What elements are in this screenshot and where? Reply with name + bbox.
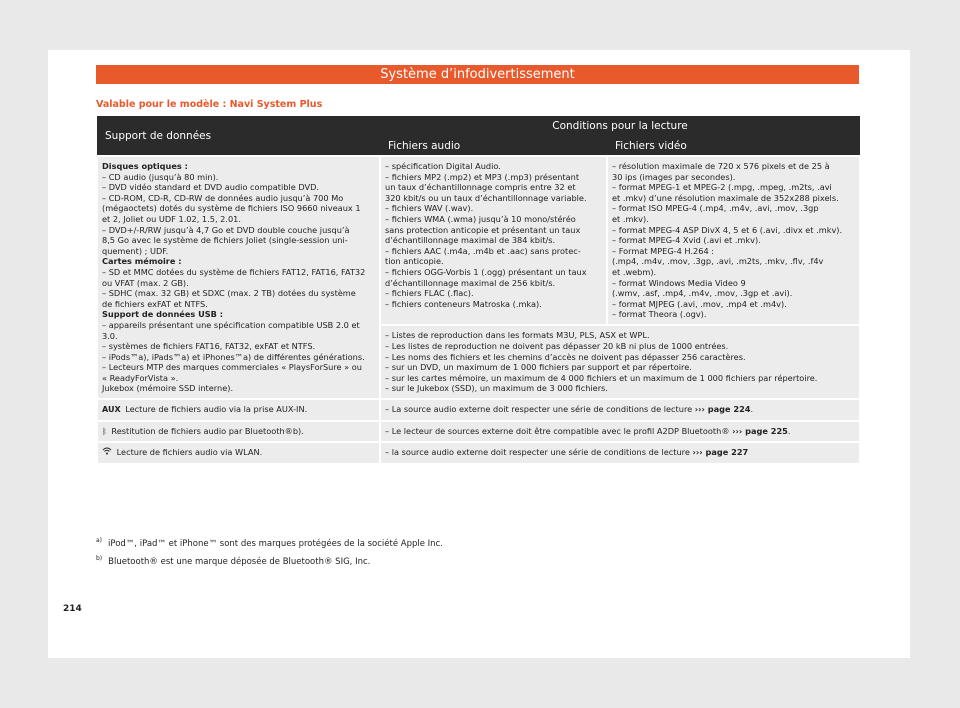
text-line: d’échantillonnage maximal de 384 kbit/s. bbox=[385, 235, 556, 246]
text-line: – Lecteurs MTP des marques commerciales « PlaysForSure » ou bbox=[102, 362, 362, 373]
text-line: Cartes mémoire : bbox=[102, 256, 182, 267]
aux-left bbox=[97, 399, 380, 421]
wlan-cond: – la source audio externe doit respecter une série de conditions de lecture bbox=[385, 447, 690, 458]
aux-icon: AUX bbox=[102, 405, 121, 415]
text-line: sans protection anticopie et présentant un taux bbox=[385, 224, 581, 235]
text-line: Jukebox (mémoire SSD interne). bbox=[102, 383, 234, 394]
text-line: – systèmes de fichiers FAT16, FAT32, exFAT et NTFS. bbox=[102, 341, 316, 352]
text-line: – fichiers WAV (.wav). bbox=[385, 203, 474, 214]
text-line: – résolution maximale de 720 x 576 pixels et de 25 à bbox=[612, 161, 830, 171]
text-line: quement) ; UDF. bbox=[102, 245, 169, 256]
text-line: – SD et MMC dotées du système de fichiers FAT12, FAT16, FAT32 bbox=[102, 266, 366, 277]
text-line: – format Theora (.ogv). bbox=[612, 309, 707, 320]
text-line: – fichiers AAC (.m4a, .m4b et .aac) sans protec- bbox=[385, 245, 581, 256]
footnote-b bbox=[96, 555, 370, 567]
text-line: – CD audio (jusqu’à 80 min). bbox=[102, 171, 219, 182]
wlan-page-link[interactable]: ››› page 227 bbox=[692, 447, 749, 458]
page bbox=[48, 50, 910, 658]
text-line: – DVD vidéo standard et DVD audio compatible DVD. bbox=[102, 182, 320, 193]
text-line: – iPods™a), iPads™a) et iPhones™a) de différentes générations. bbox=[102, 351, 365, 362]
wlan-right bbox=[380, 442, 860, 464]
text-line: – fichiers WMA (.wma) jusqu’à 10 mono/stéréo bbox=[385, 213, 576, 224]
text-line: – format ISO MPEG-4 (.mp4, .m4v, .avi, .mov, .3gp bbox=[612, 203, 819, 214]
aux-cond: – La source audio externe doit respecter une série de conditions de lecture bbox=[385, 404, 693, 415]
wifi-icon bbox=[102, 447, 112, 459]
text-line: – DVD+/-R/RW jusqu’à 4,7 Go et DVD double couche jusqu’à bbox=[102, 224, 350, 235]
text-line: – Listes de reproduction dans les formats M3U, PLS, ASX et WPL. bbox=[385, 330, 650, 341]
header-support: Support de données bbox=[97, 116, 380, 156]
text-line: – format MJPEG (.avi, .mov, .mp4 et .m4v). bbox=[612, 298, 787, 309]
text-line: – spécification Digital Audio. bbox=[385, 161, 501, 171]
footnote-mark: b) bbox=[96, 555, 103, 562]
bt-right bbox=[380, 421, 860, 443]
text-line: et .mkv) d’une résolution maximale de 352x288 pixels. bbox=[612, 192, 839, 203]
text-line: – CD-ROM, CD-R, CD-RW de données audio jusqu’à 700 Mo bbox=[102, 192, 344, 203]
footnote-mark: a) bbox=[96, 537, 103, 544]
text-line: de fichiers exFAT et NTFS. bbox=[102, 298, 208, 309]
text-line: 3.0. bbox=[102, 330, 118, 341]
text-line: (.mp4, .m4v, .mov, .3gp, .avi, .m2ts, .mkv, .flv, .f4v bbox=[612, 256, 824, 267]
text-line: 8,5 Go avec le système de fichiers Joliet (single-session uni- bbox=[102, 235, 348, 246]
text-line: – sur un DVD, un maximum de 1 000 fichiers par support et par répertoire. bbox=[385, 362, 692, 373]
text-line: (mégaoctets) dotés du système de fichiers ISO 9660 niveaux 1 bbox=[102, 203, 361, 214]
text-line: et .webm). bbox=[612, 266, 657, 277]
text-line: – Les noms des fichiers et les chemins d’accès ne doivent pas dépasser 256 caractères. bbox=[385, 351, 746, 362]
footnote-a bbox=[96, 537, 443, 549]
header-conditions: Conditions pour la lecture bbox=[380, 116, 860, 136]
footnote-text: iPod™, iPad™ et iPhone™ sont des marques protégées de la société Apple Inc. bbox=[108, 538, 443, 549]
bt-left bbox=[97, 421, 380, 443]
text-line: – format MPEG-1 et MPEG-2 (.mpg, .mpeg, .m2ts, .avi bbox=[612, 182, 832, 193]
text-line: 320 kbit/s ou un taux d’échantillonnage variable. bbox=[385, 192, 587, 203]
text-line: – sur les cartes mémoire, un maximum de 4 000 fichiers et un maximum de 1 000 fichiers par répertoire. bbox=[385, 372, 818, 383]
wlan-text: Lecture de fichiers audio via WLAN. bbox=[116, 447, 263, 458]
video-cell bbox=[607, 156, 860, 325]
footnote-text: Bluetooth® est une marque déposée de Bluetooth® SIG, Inc. bbox=[108, 556, 371, 567]
text-line: – Les listes de reproduction ne doivent pas dépasser 20 kB ni plus de 1000 entrées. bbox=[385, 340, 729, 351]
text-line: – format MPEG-4 Xvid (.avi et .mkv). bbox=[612, 235, 761, 246]
text-line: « ReadyForVista ». bbox=[102, 372, 179, 383]
text-line: – fichiers conteneurs Matroska (.mka). bbox=[385, 298, 542, 309]
text-line: – fichiers OGG-Vorbis 1 (.ogg) présentant un taux bbox=[385, 266, 587, 277]
text-line: – Format MPEG-4 H.264 : bbox=[612, 245, 715, 256]
header-audio: Fichiers audio bbox=[380, 136, 607, 156]
text-line: et .mkv). bbox=[612, 213, 649, 224]
media-table bbox=[96, 116, 861, 465]
aux-text: Lecture de fichiers audio via la prise AUX-IN. bbox=[125, 404, 308, 415]
aux-end: . bbox=[750, 404, 754, 415]
support-cell bbox=[97, 156, 380, 399]
text-line: – fichiers MP2 (.mp2) et MP3 (.mp3) présentant bbox=[385, 171, 580, 182]
text-line: – SDHC (max. 32 GB) et SDXC (max. 2 TB) dotées du système bbox=[102, 288, 356, 299]
text-line: – appareils présentant une spécification compatible USB 2.0 et bbox=[102, 319, 360, 330]
bt-text: Restitution de fichiers audio par Bluetooth®b). bbox=[111, 425, 304, 436]
bluetooth-icon: ᛒ bbox=[102, 426, 107, 436]
text-line: – sur le Jukebox (SSD), un maximum de 3 000 fichiers. bbox=[385, 383, 608, 394]
text-line: ou VFAT (max. 2 GB). bbox=[102, 277, 189, 288]
text-line: un taux d’échantillonnage compris entre 32 et bbox=[385, 182, 576, 193]
text-line: – format Windows Media Video 9 bbox=[612, 277, 746, 288]
text-line: – fichiers FLAC (.flac). bbox=[385, 288, 474, 299]
wlan-left bbox=[97, 442, 380, 464]
text-line: (.wmv, .asf, .mp4, .m4v, .mov, .3gp et .avi). bbox=[612, 288, 793, 299]
page-number: 214 bbox=[63, 604, 82, 614]
text-line: Support de données USB : bbox=[102, 309, 224, 320]
audio-cell bbox=[380, 156, 607, 325]
bt-page-link[interactable]: ››› page 225 bbox=[732, 425, 788, 436]
header-video: Fichiers vidéo bbox=[607, 136, 860, 156]
bt-cond: – Le lecteur de sources externe doit être compatible avec le profil A2DP Bluetooth® bbox=[385, 425, 730, 436]
playlist-cell bbox=[380, 325, 860, 399]
bt-end: . bbox=[787, 425, 791, 436]
text-line: et 2, Joliet ou UDF 1.02, 1.5, 2.01. bbox=[102, 213, 241, 224]
aux-page-link[interactable]: ››› page 224 bbox=[694, 404, 751, 415]
section-title: Système d’infodivertissement bbox=[96, 65, 859, 84]
text-line: d’échantillonnage maximal de 256 kbit/s. bbox=[385, 277, 556, 288]
aux-right bbox=[380, 399, 860, 421]
text-line: tion anticopie. bbox=[385, 256, 444, 267]
text-line: Disques optiques : bbox=[102, 161, 188, 171]
model-note: Valable pour le modèle : Navi System Plus bbox=[96, 99, 323, 110]
text-line: – format MPEG-4 ASP DivX 4, 5 et 6 (.avi, .divx et .mkv). bbox=[612, 224, 843, 235]
text-line: 30 ips (images par secondes). bbox=[612, 171, 736, 182]
